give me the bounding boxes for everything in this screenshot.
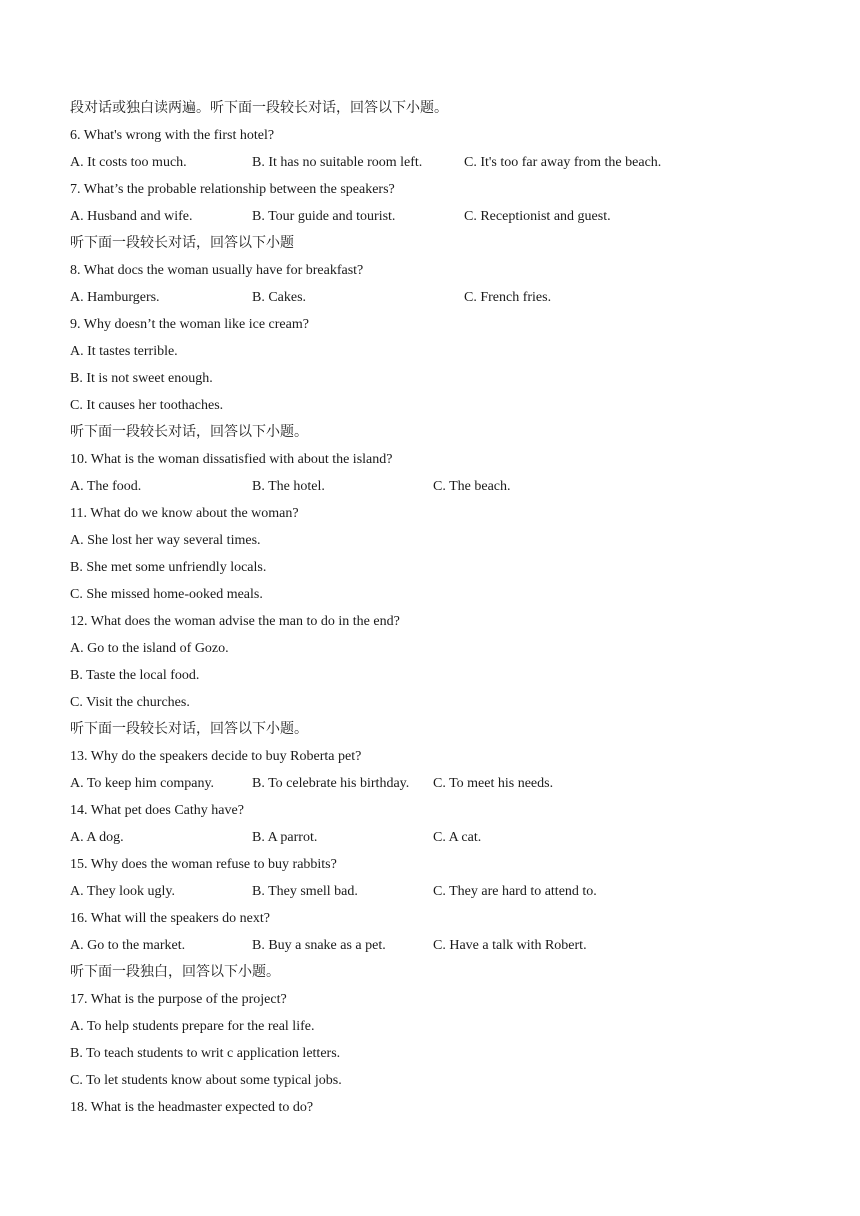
options-row (70, 824, 810, 851)
answer-option: C. To meet his needs. (433, 776, 554, 791)
section-instruction: 听下面一段较长对话，回答以下小题。 (70, 425, 308, 440)
section-instruction: 听下面一段独白，回答以下小题。 (70, 965, 280, 980)
question-text: 6. What's wrong with the first hotel? (70, 128, 275, 143)
question-text: 8. What docs the woman usually have for breakfast? (70, 263, 364, 278)
answer-option: C. Receptionist and guest. (464, 209, 611, 224)
answer-option: B. To celebrate his birthday. (252, 776, 410, 791)
answer-option: C. The beach. (433, 479, 511, 494)
answer-option: C. It's too far away from the beach. (464, 155, 662, 170)
answer-option: B. They smell bad. (252, 884, 358, 899)
answer-option: B. Tour guide and tourist. (252, 209, 396, 224)
answer-option: A. To keep him company. (70, 776, 215, 791)
answer-option: B. Taste the local food. (70, 668, 200, 683)
question-text: 13. Why do the speakers decide to buy Roberta pet? (70, 749, 362, 764)
answer-option: A. Hamburgers. (70, 290, 160, 305)
answer-option: B. It has no suitable room left. (252, 155, 423, 170)
answer-option: C. Have a talk with Robert. (433, 938, 587, 953)
options-row (70, 878, 810, 905)
answer-option: C. She missed home-ooked meals. (70, 587, 263, 602)
answer-option: C. They are hard to attend to. (433, 884, 597, 899)
section-instruction: 段对话或独白读两遍。听下面一段较长对话，回答以下小题。 (70, 101, 448, 116)
question-text: 10. What is the woman dissatisfied with about the island? (70, 452, 393, 467)
options-row (70, 149, 810, 176)
answer-option: B. A parrot. (252, 830, 318, 845)
options-row (70, 770, 810, 797)
answer-option: A. Husband and wife. (70, 209, 193, 224)
options-row (70, 473, 810, 500)
answer-option: A. A dog. (70, 830, 124, 845)
question-text: 17. What is the purpose of the project? (70, 992, 287, 1007)
options-row (70, 284, 810, 311)
question-text: 16. What will the speakers do next? (70, 911, 270, 926)
answer-option: A. They look ugly. (70, 884, 175, 899)
answer-option: A. To help students prepare for the real life. (70, 1019, 315, 1034)
answer-option: B. The hotel. (252, 479, 325, 494)
answer-option: A. She lost her way several times. (70, 533, 261, 548)
answer-option: B. Buy a snake as a pet. (252, 938, 386, 953)
question-text: 7. What’s the probable relationship between the speakers? (70, 182, 395, 197)
section-instruction: 听下面一段较长对话，回答以下小题。 (70, 722, 308, 737)
answer-option: A. Go to the island of Gozo. (70, 641, 229, 656)
answer-option: C. A cat. (433, 830, 482, 845)
section-instruction: 听下面一段较长对话，回答以下小题 (70, 236, 294, 251)
answer-option: B. She met some unfriendly locals. (70, 560, 267, 575)
options-row (70, 932, 810, 959)
answer-option: A. It tastes terrible. (70, 344, 178, 359)
question-text: 11. What do we know about the woman? (70, 506, 299, 521)
question-text: 18. What is the headmaster expected to do? (70, 1100, 314, 1115)
answer-option: B. It is not sweet enough. (70, 371, 213, 386)
question-text: 9. Why doesn’t the woman like ice cream? (70, 317, 309, 332)
answer-option: A. It costs too much. (70, 155, 187, 170)
question-text: 12. What does the woman advise the man to do in the end? (70, 614, 400, 629)
options-row (70, 203, 810, 230)
question-text: 15. Why does the woman refuse to buy rabbits? (70, 857, 337, 872)
document-page (70, 95, 810, 1121)
answer-option: B. Cakes. (252, 290, 307, 305)
answer-option: C. To let students know about some typical jobs. (70, 1073, 342, 1088)
answer-option: A. Go to the market. (70, 938, 186, 953)
answer-option: C. Visit the churches. (70, 695, 190, 710)
answer-option: B. To teach students to writ c application letters. (70, 1046, 341, 1061)
answer-option: C. It causes her toothaches. (70, 398, 224, 413)
answer-option: A. The food. (70, 479, 142, 494)
question-text: 14. What pet does Cathy have? (70, 803, 244, 818)
answer-option: C. French fries. (464, 290, 552, 305)
